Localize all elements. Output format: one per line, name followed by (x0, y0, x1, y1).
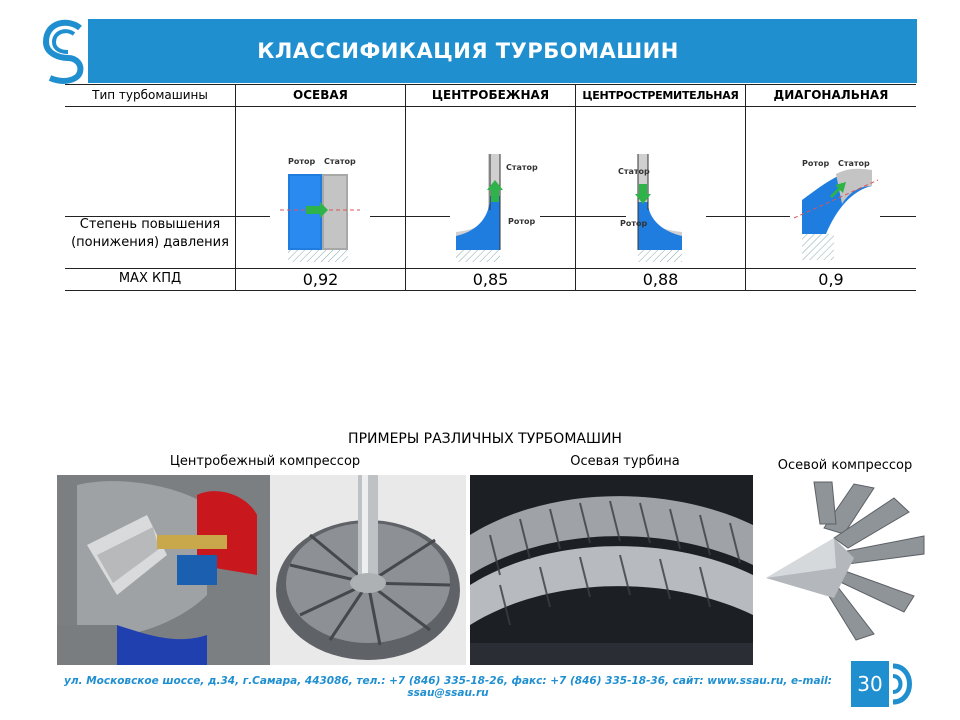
centrifugal-stage-diagram (450, 150, 540, 266)
centrifugal-impeller-photo (270, 475, 466, 665)
diagonal-stage-diagram (792, 150, 880, 266)
centripetal-stage-diagram (616, 150, 706, 266)
footer-address: ул. Московское шоссе, д.34, г.Самара, 443086, тел.: +7 (846) 335-18-26, факс: +7 (846) 335-18-36, сайт: www.ssau.ru, e-mail: ssau@ssau.ru (64, 675, 832, 699)
header-centrifugal: ЦЕНТРОБЕЖНАЯ (431, 88, 550, 102)
caption-centrifugal-compressor: Центробежный компрессор (169, 454, 361, 469)
caption-axial-turbine: Осевая турбина (570, 454, 680, 469)
examples-title: ПРИМЕРЫ РАЗЛИЧНЫХ ТУРБОМАШИН (348, 431, 622, 447)
header-axial: ОСЕВАЯ (293, 88, 348, 102)
axial-turbine-photo (470, 475, 753, 665)
header-turbomachine-type: Тип турбомашины (92, 88, 208, 102)
efficiency-centripetal: 0,88 (642, 269, 679, 289)
stator-label: Статор (618, 167, 650, 176)
header-centripetal: ЦЕНТРОСТРЕМИТЕЛЬНАЯ (582, 88, 739, 102)
page-number: 30 (851, 661, 889, 707)
rotor-label: Ротор (288, 157, 316, 166)
efficiency-centrifugal: 0,85 (472, 269, 509, 289)
efficiency-axial: 0,92 (302, 269, 339, 289)
rotor-label: Ротор (802, 159, 830, 168)
axial-stage-diagram (270, 150, 370, 266)
rotor-label: Ротор (620, 219, 648, 228)
stator-label: Статор (838, 159, 870, 168)
max-efficiency-label: МАХ КПД (118, 271, 182, 286)
stator-label: Статор (506, 163, 538, 172)
efficiency-diagonal: 0,9 (818, 269, 844, 289)
slide-title: КЛАССИФИКАЦИЯ ТУРБОМАШИН (257, 39, 679, 63)
header-diagonal: ДИАГОНАЛЬНАЯ (773, 88, 889, 102)
footer-logo-icon (889, 660, 919, 708)
rotor-section (456, 196, 500, 250)
stator-label: Статор (324, 157, 356, 166)
rotor-label: Ротор (508, 217, 536, 226)
caption-axial-compressor: Осевой компрессор (777, 458, 913, 473)
centrifugal-compressor-cutaway-photo (57, 475, 270, 665)
axial-compressor-photo (764, 478, 934, 643)
hub-hatch (288, 250, 348, 262)
flow-arrow-icon (635, 184, 651, 204)
pressure-ratio-label: Степень повышения (понижения) давления (71, 217, 229, 250)
university-logo (40, 18, 88, 84)
